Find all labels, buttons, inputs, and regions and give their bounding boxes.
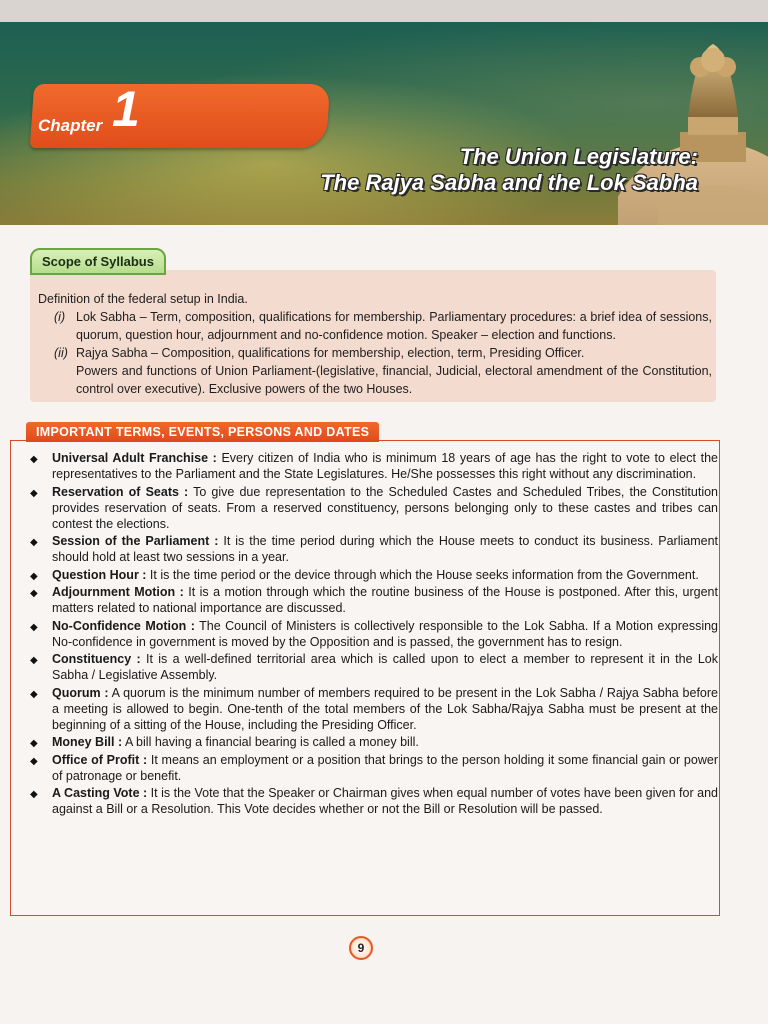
term-item [30,567,718,583]
diamond-bullet-icon: ◆ [30,454,38,465]
term-definition: It is a well-defined territorial area which is called upon to elect a member to represent it in the Lok Sabha / Legislative Assembly. [52,652,719,682]
term-item [30,785,718,817]
chapter-banner [0,22,768,225]
term-title: Money Bill : [52,735,123,749]
book-page [0,22,768,1024]
scope-label: Scope of Syllabus [30,248,166,275]
term-definition: A quorum is the minimum number of members required to be present in the Lok Sabha / Rajya Sabha before a meeting is allowed to begin. One-tenth of the total members of the Lok Sabha/Rajya Sabha must be present at the beginning of a sitting of the House, including the Presiding Officer. [52,685,718,732]
terms-label: IMPORTANT TERMS, EVENTS, PERSONS AND DATES [26,422,379,442]
diamond-bullet-icon: ◆ [30,588,38,599]
chapter-title [320,144,698,196]
term-item [30,618,718,650]
scope-content [38,290,712,398]
term-definition: It is the Vote that the Speaker or Chairman gives when equal number of votes have been given for and against a Bill or a Resolution. This Vote decides whether or not the Bill or Resolution will be passed. [52,786,718,816]
term-title: Adjournment Motion : [52,585,184,599]
term-definition: A bill having a financial bearing is called a money bill. [122,735,419,749]
term-title: No-Confidence Motion : [52,618,195,633]
term-definition: It is a motion through which the routine business of the House is postponed. After this, urgent matters related to national importance are discussed. [52,585,718,615]
term-title: Office of Profit : [52,752,148,767]
chapter-title-line2: The Rajya Sabha and the Lok Sabha [320,170,698,195]
term-title: Session of the Parliament : [52,534,219,548]
term-definition: To give due representation to the Scheduled Castes and Scheduled Tribes, the Constitution provides reservation of seats. From a reserved constituency, persons belonging only to these castes and tribes can contest the elections. [52,484,718,531]
diamond-bullet-icon: ◆ [30,621,38,633]
chapter-label: Chapter [38,116,103,135]
term-title: Quorum : [52,685,109,700]
term-definition: It is the time period during which the House meets to conduct its business. Parliament should hold at least two sessions in a year. [52,534,718,564]
term-title: Reservation of Seats : [52,484,189,499]
chapter-title-line1: The Union Legislature: [459,144,698,169]
term-definition: The Council of Ministers is collectively responsible to the Lok Sabha. If a Motion expressing No-confidence in government is moved by the Opposition and is passed, the government has to resign. [52,618,719,649]
term-definition: It means an employment or a position that brings to the person holding it some financial gain or power of patronage or benefit. [52,752,718,783]
scope-item [38,344,712,362]
term-item [30,734,718,750]
diamond-bullet-icon: ◆ [30,738,38,749]
chapter-number: 1 [112,81,140,137]
term-item [30,450,718,482]
term-item [30,685,718,733]
terms-list [30,450,718,819]
term-title: Universal Adult Franchise : [52,451,217,465]
term-item [30,651,718,683]
diamond-bullet-icon: ◆ [30,755,38,767]
diamond-bullet-icon: ◆ [30,537,38,548]
term-definition: It is the time period or the device through which the House seeks information from the Government. [146,567,699,582]
term-item [30,752,718,784]
term-definition: Every citizen of India who is minimum 18 years of age has the right to vote to elect the representatives to the Parliament and the State Legislatures. He/She possesses this right without any discrimination. [52,451,718,481]
scope-item-text: Rajya Sabha – Composition, qualifications for membership, election, term, Presiding Officer. [76,346,585,360]
scope-item-number: (ii) [54,346,68,360]
page-number: 9 [349,936,373,960]
scope-item-number: (i) [54,310,66,324]
scope-item-text: Lok Sabha – Term, composition, qualifications for membership. Parliamentary procedures: a brief idea of sessions, quorum, question hour, adjournment and no-confidence motion. Speaker – election and functions. [76,310,712,342]
term-item [30,584,718,616]
scope-closing: Powers and functions of Union Parliament-(legislative, financial, Judicial, electoral amendment of the Constitution, control over executive). Exclusive powers of the two Houses. [76,364,712,396]
diamond-bullet-icon: ◆ [30,789,38,800]
term-title: A Casting Vote : [52,786,148,800]
diamond-bullet-icon: ◆ [30,570,38,582]
term-title: Question Hour : [52,567,147,582]
diamond-bullet-icon: ◆ [30,655,38,666]
term-title: Constituency : [52,652,141,666]
scope-intro: Definition of the federal setup in India. [38,292,248,306]
term-item [30,484,718,532]
scope-item [38,308,712,344]
diamond-bullet-icon: ◆ [30,487,38,499]
term-item [30,533,718,565]
diamond-bullet-icon: ◆ [30,688,38,700]
